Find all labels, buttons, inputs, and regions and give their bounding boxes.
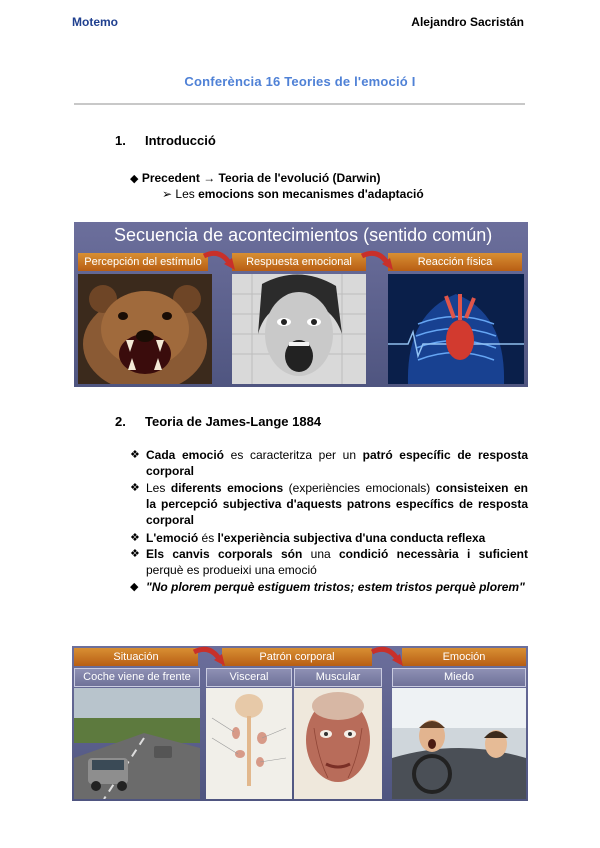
- band-emotion-label: Emoción: [442, 651, 486, 663]
- diamond-bullet-icon: ◆: [130, 173, 139, 185]
- header-right: Alejandro Sacristán: [411, 15, 524, 29]
- four-diamond-bullet-icon: ❖: [130, 482, 140, 494]
- caption-car: [74, 668, 200, 687]
- band-perception: [78, 253, 208, 271]
- facial-muscles-photo: [294, 688, 382, 799]
- curved-arrow-icon: [360, 250, 394, 272]
- band-body-pattern: [222, 648, 372, 666]
- item-3-text-1: és: [198, 531, 218, 545]
- intro-bullet: [130, 170, 381, 187]
- intro-bullet-post: Teoria de l'evolució (Darwin): [218, 171, 381, 185]
- caption-car-label: Coche viene de frente: [83, 671, 191, 683]
- caption-fear-label: Miedo: [444, 671, 474, 683]
- section-2-heading: [115, 414, 321, 429]
- bear-photo: [78, 274, 212, 384]
- item-2-text-2: (experiències emocionals): [283, 481, 436, 495]
- band-perception-label: Percepción del estímulo: [84, 256, 202, 268]
- intro-sub-bold: emocions son mecanismes d'adaptació: [198, 187, 424, 201]
- four-diamond-bullet-icon: ❖: [130, 449, 140, 461]
- intro-subbullet: [162, 186, 424, 202]
- band-response-label: Respuesta emocional: [246, 256, 352, 268]
- intro-sub-pre: Les: [175, 187, 199, 201]
- road-car-photo: [74, 688, 200, 799]
- list-item: [130, 530, 528, 546]
- band-emotion: [402, 648, 526, 666]
- four-diamond-bullet-icon: ❖: [130, 532, 140, 544]
- arrow-right-icon: →: [203, 171, 216, 185]
- arrowhead-bullet-icon: ➢: [162, 187, 173, 201]
- slide-james-lange: [72, 646, 528, 801]
- list-item: [130, 447, 528, 479]
- band-response: [232, 253, 366, 271]
- caption-visceral-label: Visceral: [229, 671, 269, 683]
- caption-visceral: [206, 668, 292, 687]
- quote-item: [130, 579, 528, 595]
- item-1-bold-2: patró específic de resposta corporal: [146, 448, 528, 478]
- item-1-text-1: es caracteritza per un: [224, 448, 363, 462]
- visceral-anatomy-photo: [206, 688, 292, 799]
- diamond-bullet-icon: ◆: [130, 581, 139, 593]
- title-divider: [74, 103, 525, 105]
- caption-fear: [392, 668, 526, 687]
- section-2-title: Teoria de James-Lange 1884: [145, 414, 322, 429]
- item-4-text-1: una: [302, 547, 339, 561]
- band-reaction: [388, 253, 522, 271]
- item-2-text-1: Les: [146, 481, 171, 495]
- frightened-driver-photo: [392, 688, 526, 799]
- page-title: Conferència 16 Teories de l'emoció I: [184, 74, 416, 89]
- band-body-pattern-label: Patrón corporal: [259, 651, 335, 663]
- section-1-title: Introducció: [145, 133, 216, 148]
- section-2-number: 2.: [115, 414, 126, 429]
- four-diamond-bullet-icon: ❖: [130, 548, 140, 560]
- curved-arrow-icon: [192, 646, 226, 668]
- curved-arrow-icon: [202, 250, 236, 272]
- item-1-bold-1: Cada emoció: [146, 448, 225, 462]
- item-2-bold-1: diferents emocions: [170, 481, 284, 495]
- band-reaction-label: Reacción física: [417, 256, 493, 268]
- caption-muscular: [294, 668, 382, 687]
- caption-muscular-label: Muscular: [315, 671, 361, 683]
- screaming-woman-photo: [232, 274, 366, 384]
- band-situation: [74, 648, 198, 666]
- section-1-number: 1.: [115, 133, 126, 148]
- slide-sequence-title: Secuencia de acontecimientos (sentido común): [114, 225, 493, 245]
- quote-text: "No plorem perquè estiguem tristos; estem tristos perquè plorem": [146, 580, 525, 594]
- list-item: [130, 546, 528, 578]
- header-left: Motemo: [72, 15, 118, 29]
- body-xray-photo: [388, 274, 524, 384]
- curved-arrow-icon: [370, 646, 404, 668]
- intro-bullet-pre: Precedent: [141, 171, 200, 185]
- item-3-bold-2: l'experiència subjectiva d'una conducta reflexa: [217, 531, 486, 545]
- band-situation-label: Situación: [113, 651, 159, 663]
- item-2-bold-2: consisteixen en la percepció subjectiva d'aquests patrons específics de resposta corporal: [146, 481, 529, 527]
- section-1-heading: [115, 133, 216, 148]
- item-4-text-2: perquè es produeixi una emoció: [146, 563, 317, 577]
- item-4-bold-2: condició necessària i suficient: [338, 547, 528, 561]
- item-3-bold-1: L'emoció: [146, 531, 199, 545]
- item-4-bold-1: Els canvis corporals són: [146, 547, 303, 561]
- slide-sequence: [74, 222, 528, 387]
- list-item: [130, 480, 528, 528]
